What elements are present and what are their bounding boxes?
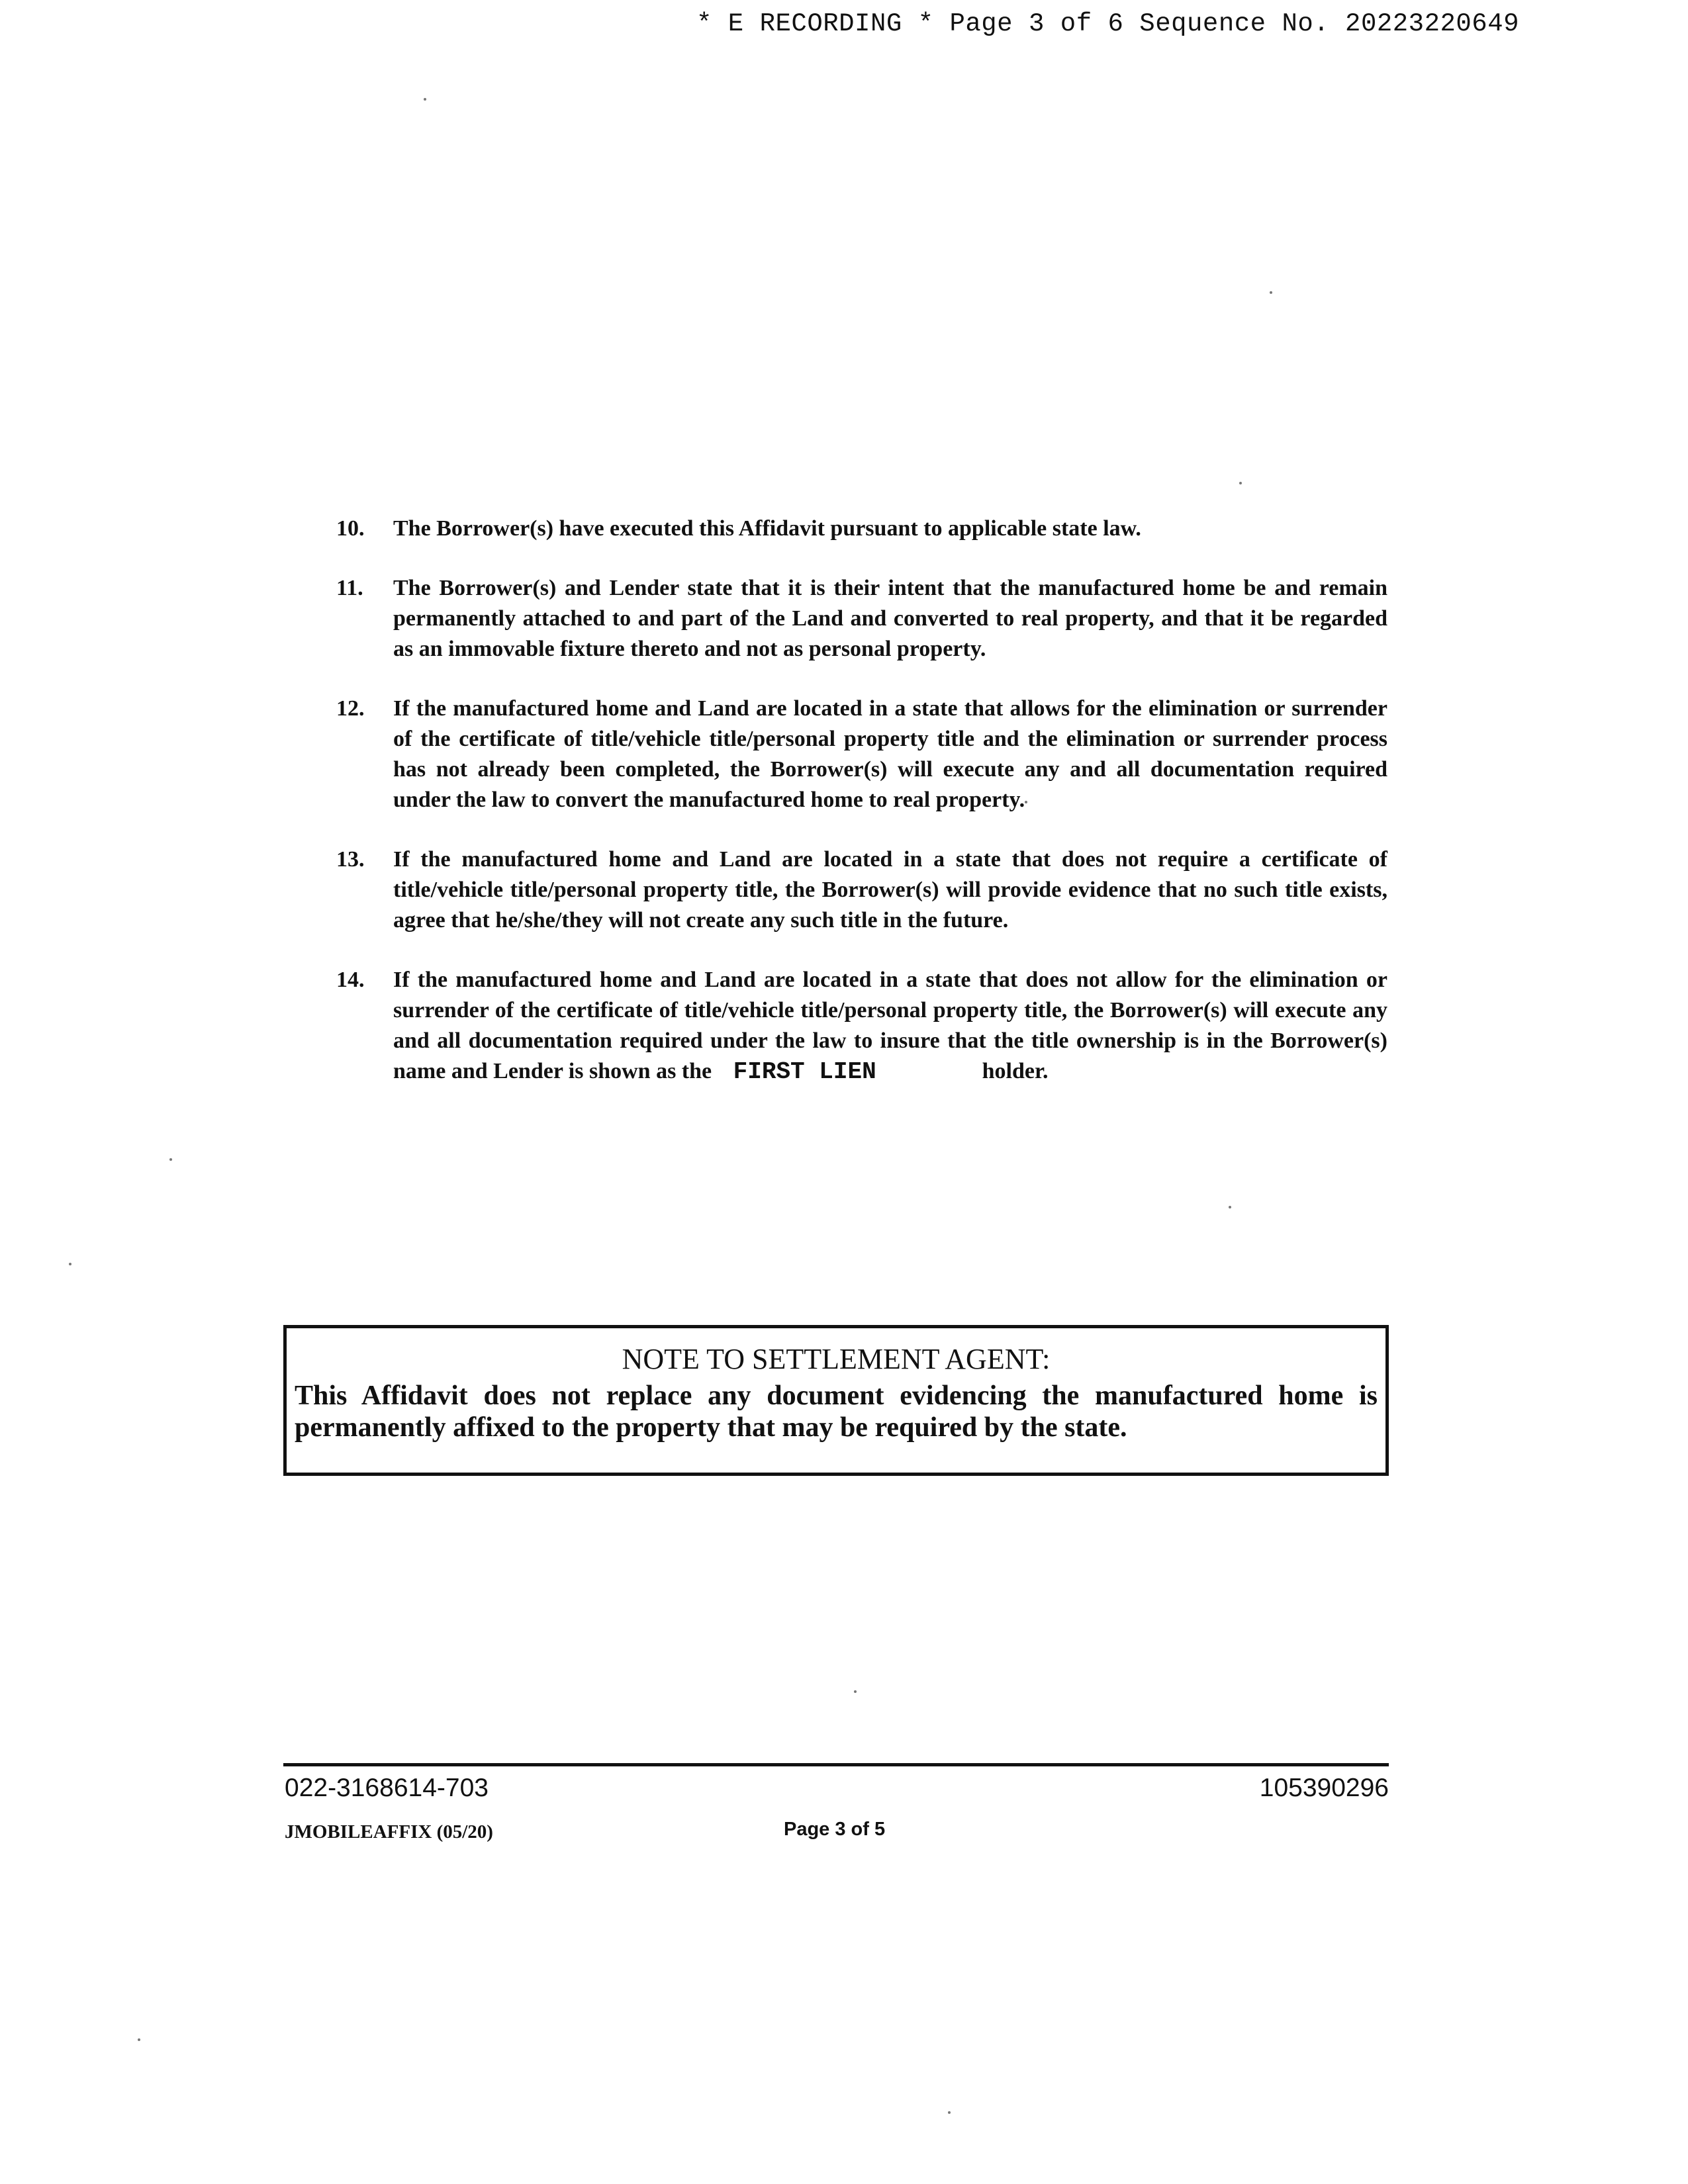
reference-number: 105390296: [1259, 1774, 1389, 1802]
page-number: Page 3 of 5: [784, 1819, 886, 1840]
loan-number: 022-3168614-703: [285, 1774, 489, 1802]
clause-number: 11.: [336, 576, 363, 600]
clause-number: 10.: [336, 516, 365, 541]
form-id: JMOBILEAFFIX (05/20): [285, 1821, 493, 1843]
footer-divider: [283, 1763, 1389, 1766]
clause-text: If the manufactured home and Land are located in a state that allows for the elimination or surrender of the certificate of title/vehicle title/personal property title and the elimination or surrender process has not already been completed, the Borrower(s) will execute any and all documentation required under the law to convert the manufactured home to real property.: [393, 696, 1387, 812]
clause-11: [336, 573, 1387, 664]
clause-text: If the manufactured home and Land are located in a state that does not require a certificate of title/vehicle title/personal property title, the Borrower(s) will provide evidence that no such title exists, agree that he/she/they will not create any such title in the future.: [393, 847, 1387, 933]
lien-type-field: FIRST LIEN: [733, 1058, 876, 1085]
scan-speck: [424, 98, 426, 101]
clause-number: 12.: [336, 696, 365, 721]
scan-speck: [138, 2038, 140, 2041]
clause-number: 14.: [336, 968, 365, 992]
clause-text: The Borrower(s) have executed this Affidavit pursuant to applicable state law.: [393, 516, 1141, 541]
scan-speck: [854, 1690, 857, 1693]
scan-speck: [948, 2111, 951, 2114]
clause-number: 13.: [336, 847, 365, 872]
clause-14: [336, 965, 1387, 1087]
clause-text-before: If the manufactured home and Land are located in a state that does not allow for the elimination or surrender of the certificate of title/vehicle title/personal property title, the Borrower(s) will execute any and all documentation required under the law to insure that the title ownership is in the Borrower(s) name and Lender is shown as the: [393, 968, 1387, 1083]
clause-list: [336, 514, 1387, 1116]
recording-stamp: * E RECORDING * Page 3 of 6 Sequence No. 20223220649: [696, 9, 1519, 38]
clause-text-after: holder.: [982, 1059, 1049, 1083]
settlement-agent-note: [283, 1325, 1389, 1476]
clause-12: [336, 694, 1387, 815]
scan-speck: [1270, 291, 1272, 294]
scan-speck: [1239, 482, 1242, 484]
clause-10: [336, 514, 1387, 544]
scan-speck: [1025, 801, 1027, 803]
clause-13: [336, 844, 1387, 936]
scan-speck: [69, 1263, 71, 1265]
note-body: This Affidavit does not replace any document evidencing the manufactured home is permanently affixed to the property that may be required by the state.: [295, 1381, 1378, 1443]
clause-text: The Borrower(s) and Lender state that it is their intent that the manufactured home be and remain permanently attached to and part of the Land and converted to real property, and that it be regarded as an immovable fixture thereto and not as personal property.: [393, 576, 1387, 661]
scan-speck: [169, 1158, 172, 1161]
scan-speck: [1229, 1206, 1231, 1208]
clause-text: [393, 965, 1387, 1087]
note-title: NOTE TO SETTLEMENT AGENT:: [622, 1343, 1051, 1375]
